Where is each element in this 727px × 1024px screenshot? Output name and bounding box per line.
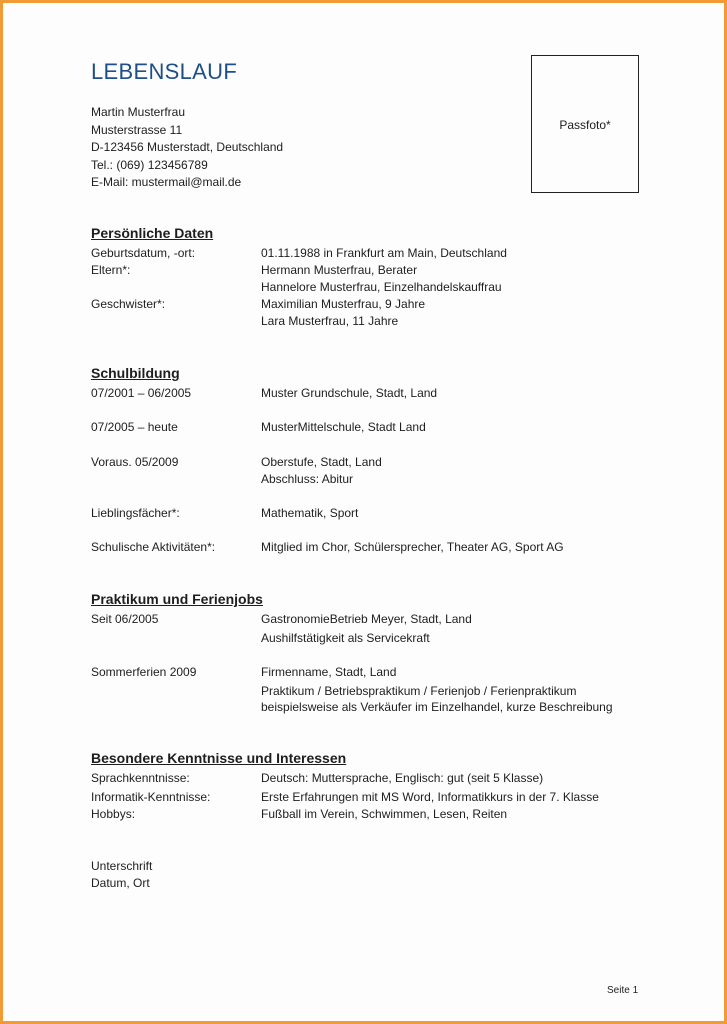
row-value: GastronomieBetrieb Meyer, Stadt, Land xyxy=(261,612,472,626)
page-number: Seite 1 xyxy=(607,985,639,996)
row-label: 07/2005 – heute xyxy=(91,420,178,434)
row-value: MusterMittelschule, Stadt Land xyxy=(261,420,426,434)
row-label: Informatik-Kenntnisse: xyxy=(91,790,211,804)
row-value: beispielsweise als Verkäufer im Einzelhandel, kurze Beschreibung xyxy=(261,700,613,714)
section-title-personal: Persönliche Daten xyxy=(91,225,214,241)
passport-photo-box xyxy=(531,55,639,193)
row-label: Lieblingsfächer*: xyxy=(91,506,180,520)
contact-phone: Tel.: (069) 123456789 xyxy=(91,157,208,172)
photo-placeholder-label: Passfoto* xyxy=(559,118,611,132)
row-value: Erste Erfahrungen mit MS Word, Informatikkurs in der 7. Klasse xyxy=(261,790,599,804)
row-value: Aushilfstätigkeit als Servicekraft xyxy=(261,631,430,645)
row-label: Sprachkenntnisse: xyxy=(91,771,190,785)
document-title: LEBENSLAUF xyxy=(91,59,238,84)
section-title-skills: Besondere Kenntnisse und Interessen xyxy=(91,750,347,766)
row-value: Fußball im Verein, Schwimmen, Lesen, Reiten xyxy=(261,807,508,821)
row-value: Mitglied im Chor, Schülersprecher, Theater AG, Sport AG xyxy=(261,540,564,554)
date-place-label: Datum, Ort xyxy=(91,876,150,890)
row-value: Mathematik, Sport xyxy=(261,506,359,520)
row-value: Oberstufe, Stadt, Land xyxy=(261,455,382,469)
row-label: Geschwister*: xyxy=(91,297,166,311)
row-label: Schulische Aktivitäten*: xyxy=(91,540,216,554)
row-value: Lara Musterfrau, 11 Jahre xyxy=(261,314,399,328)
row-label: Sommerferien 2009 xyxy=(91,665,197,679)
row-value: Praktikum / Betriebspraktikum / Ferienjob / Ferienpraktikum xyxy=(261,684,577,698)
contact-street: Musterstrasse 11 xyxy=(91,122,183,137)
row-value: Hannelore Musterfrau, Einzelhandelskauffrau xyxy=(261,280,502,294)
signature-label: Unterschrift xyxy=(91,859,153,873)
row-value: Muster Grundschule, Stadt, Land xyxy=(261,386,438,400)
row-label: Hobbys: xyxy=(91,807,136,821)
row-value: Hermann Musterfrau, Berater xyxy=(261,263,418,277)
row-value: 01.11.1988 in Frankfurt am Main, Deutschland xyxy=(261,246,507,260)
section-title-jobs: Praktikum und Ferienjobs xyxy=(91,591,263,607)
row-label: 07/2001 – 06/2005 xyxy=(91,386,192,400)
row-value: Abschluss: Abitur xyxy=(261,472,354,486)
section-title-school: Schulbildung xyxy=(91,365,180,381)
contact-name: Martin Musterfrau xyxy=(91,105,186,119)
row-label: Geburtsdatum, -ort: xyxy=(91,246,196,260)
row-value: Maximilian Musterfrau, 9 Jahre xyxy=(261,297,426,311)
row-label: Eltern*: xyxy=(91,263,131,277)
row-value: Deutsch: Muttersprache, Englisch: gut (seit 5 Klasse) xyxy=(261,771,544,785)
contact-city: D-123456 Musterstadt, Deutschland xyxy=(91,140,284,154)
row-value: Firmenname, Stadt, Land xyxy=(261,665,397,679)
row-label: Voraus. 05/2009 xyxy=(91,455,179,469)
contact-block xyxy=(91,104,283,192)
row-label: Seit 06/2005 xyxy=(91,612,159,626)
contact-email: E-Mail: mustermail@mail.de xyxy=(91,175,242,189)
